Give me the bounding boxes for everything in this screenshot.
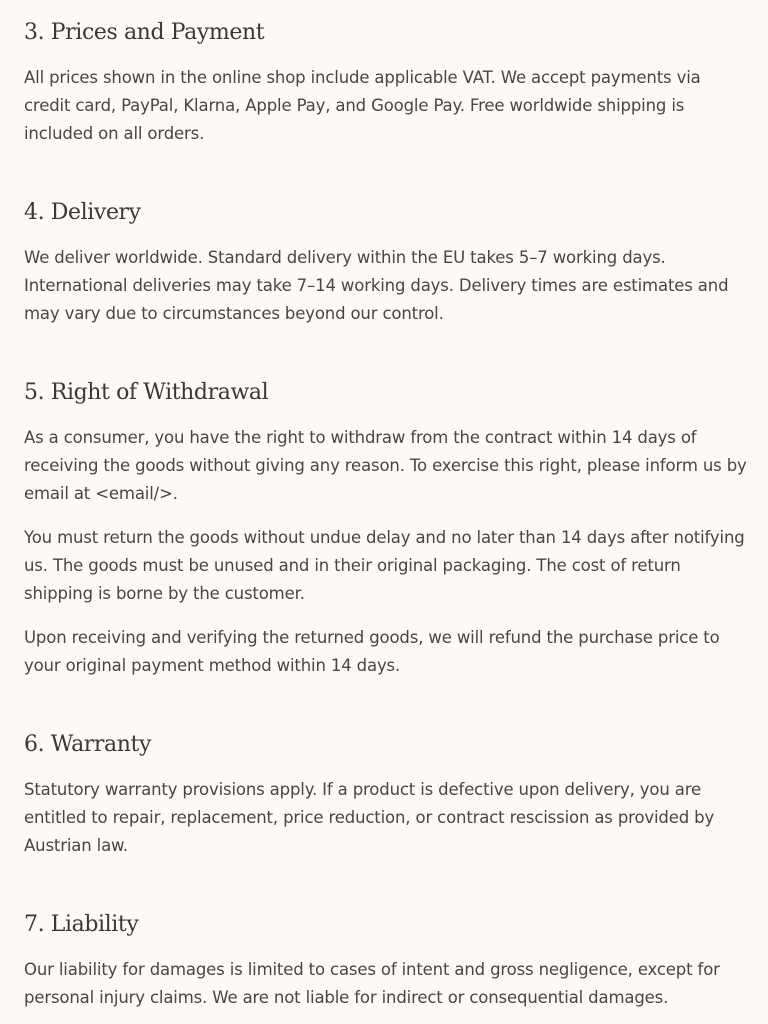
section-paragraph: As a consumer, you have the right to withdraw from the contract within 14 days of receiving the goods without giving any reason. To exercise this right, please inform us by email at <email/>. <box>24 428 747 503</box>
section-heading: 3. Prices and Payment <box>24 20 265 45</box>
section-heading: 4. Delivery <box>24 200 141 225</box>
section-paragraph: All prices shown in the online shop include applicable VAT. We accept payments via credit card, PayPal, Klarna, Apple Pay, and Google Pay. Free worldwide shipping is included on all orders. <box>24 68 701 143</box>
section-paragraph: Our liability for damages is limited to cases of intent and gross negligence, except for personal injury claims. We are not liable for indirect or consequential damages. <box>24 960 720 1007</box>
section-paragraph: We deliver worldwide. Standard delivery within the EU takes 5–7 working days. International deliveries may take 7–14 working days. Delivery times are estimates and may vary due to circumstances beyond our control. <box>24 248 729 323</box>
section-heading: 6. Warranty <box>24 732 151 757</box>
section-liability <box>24 910 748 1012</box>
section-heading: 7. Liability <box>24 912 139 937</box>
section-warranty <box>24 730 748 860</box>
section-heading: 5. Right of Withdrawal <box>24 380 269 405</box>
section-right-of-withdrawal <box>24 378 748 680</box>
section-delivery <box>24 198 748 328</box>
section-prices-payment <box>24 18 748 148</box>
section-paragraph: Statutory warranty provisions apply. If a product is defective upon delivery, you are entitled to repair, replacement, price reduction, or contract rescission as provided by Austrian law. <box>24 780 715 855</box>
section-paragraph: You must return the goods without undue delay and no later than 14 days after notifying us. The goods must be unused and in their original packaging. The cost of return shipping is borne by the customer. <box>24 528 745 603</box>
section-paragraph: Upon receiving and verifying the returned goods, we will refund the purchase price to your original payment method within 14 days. <box>24 628 720 675</box>
